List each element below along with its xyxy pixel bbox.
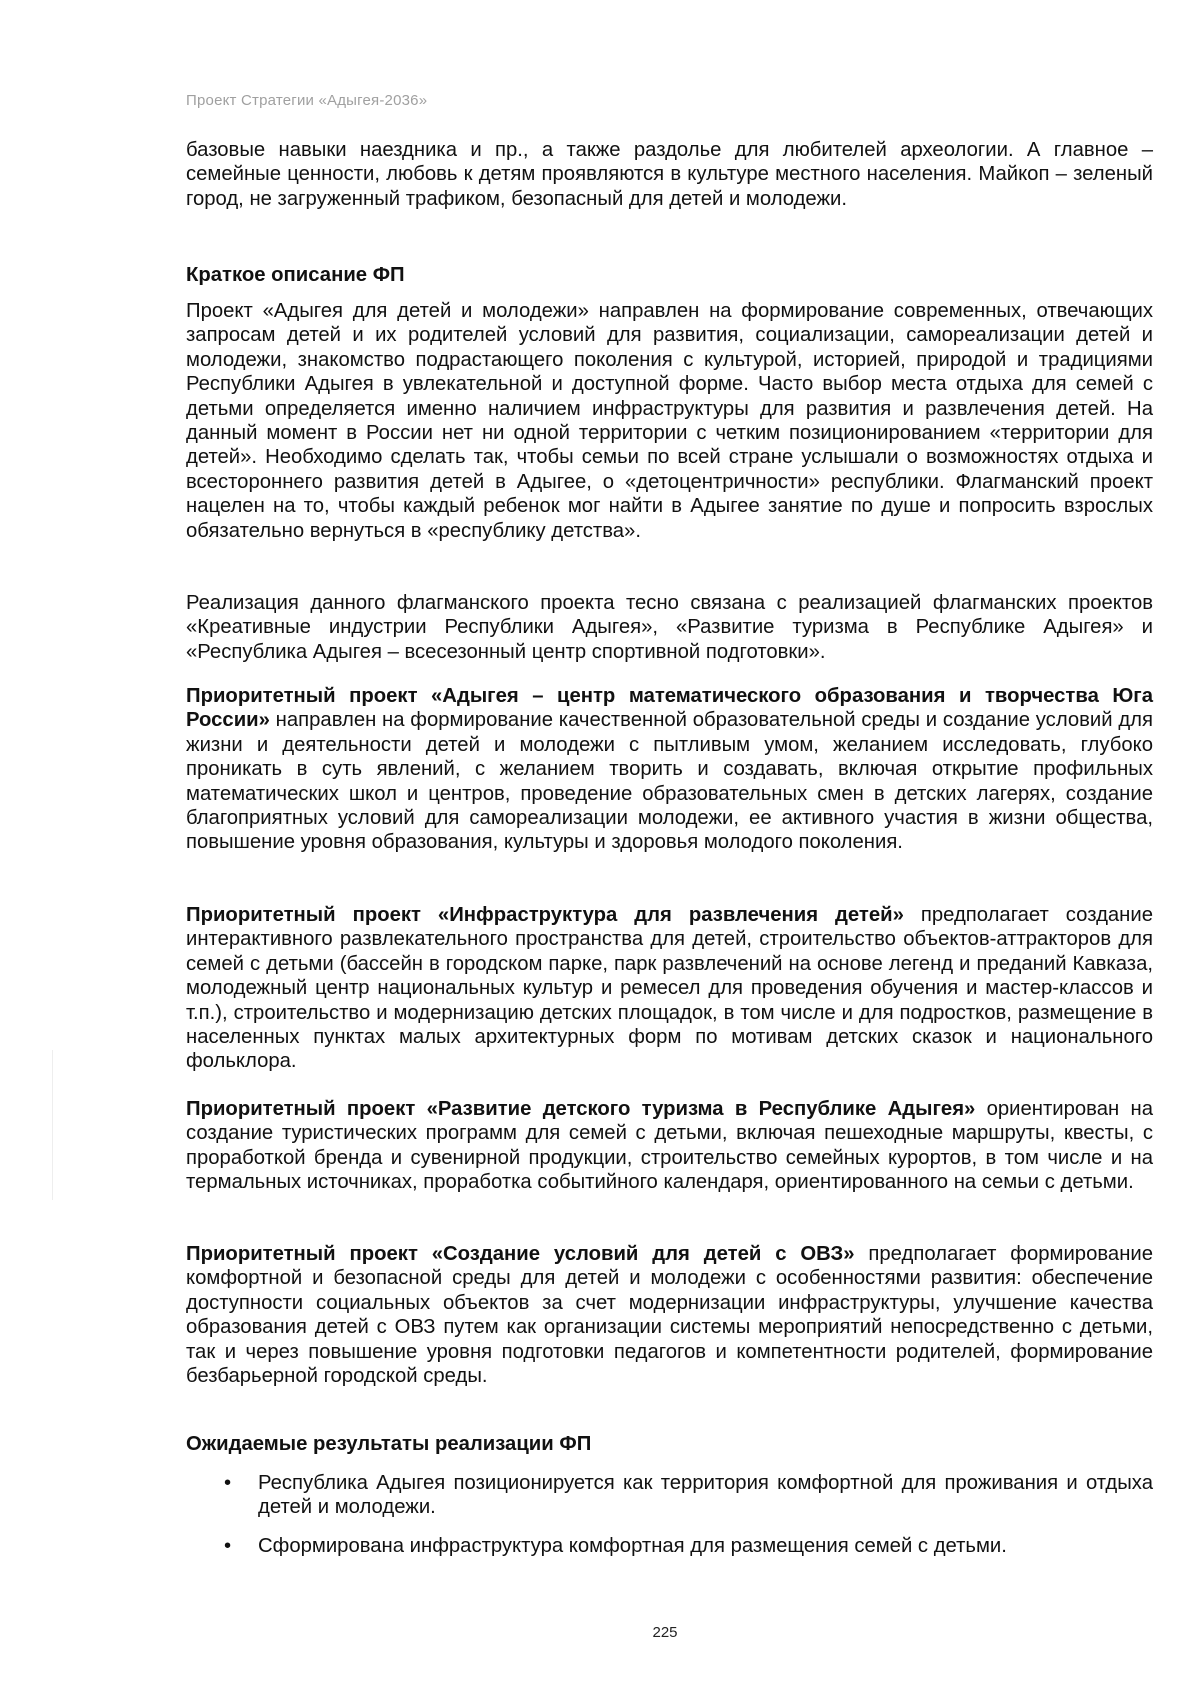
- priority-project-infrastructure-title: Приоритетный проект «Инфраструктура для развлечения детей»: [186, 904, 904, 926]
- running-header: Проект Стратегии «Адыгея-2036»: [186, 92, 428, 109]
- priority-project-tourism: [186, 1097, 1153, 1195]
- priority-project-math-text: направлен на формирование качественной образовательной среды и создание условий для жизни и деятельности детей и молодежи с пытливым умом, желанием исследовать, глубоко проникать в суть явлений, с желанием творить и создавать, включая открытие профильных математических школ и центров, проведение образовательных смен в детских лагерях, создание благоприятных условий для самореализации молодежи, ее активного участия в жизни общества, повышение уровня образования, культуры и здоровья молодого поколения.: [186, 709, 1153, 854]
- intro-paragraph: базовые навыки наездника и пр., а также раздолье для любителей археологии. А главное – семейные ценности, любовь к детям проявляются в культуре местного населения. Майкоп – зеленый город, не загруженный трафиком, безопасный для детей и молодежи.: [186, 139, 1153, 210]
- scan-margin-mark: [52, 1050, 53, 1200]
- page-number: 225: [652, 1624, 678, 1641]
- priority-project-math: [186, 684, 1153, 855]
- list-item: [186, 1534, 1153, 1558]
- priority-project-tourism-text: ориентирован на создание туристических программ для семей с детьми, включая пешеходные маршруты, квесты, с проработкой бренда и сувенирной продукции, строительство семейных курортов, в том числе и на термальных источниках, проработка событийного календаря, ориентированного на семьи с детьми.: [186, 1098, 1153, 1194]
- priority-project-infrastructure: [186, 903, 1153, 1074]
- bullet-icon: •: [224, 1534, 232, 1557]
- priority-project-math-title: Приоритетный проект «Адыгея – центр математического образования и творчества Юга России»: [186, 685, 1153, 732]
- results-list: [186, 1471, 1153, 1558]
- priority-project-tourism-title: Приоритетный проект «Развитие детского туризма в Республике Адыгея»: [186, 1098, 976, 1120]
- list-item-text: Республика Адыгея позиционируется как территория комфортной для проживания и отдыха детей и молодежи.: [258, 1472, 1153, 1519]
- priority-project-ovz: [186, 1242, 1153, 1388]
- list-item: [186, 1471, 1153, 1520]
- priority-project-infrastructure-text: предполагает создание интерактивного развлекательного пространства для детей, строительство объектов-аттракторов для семей с детьми (бассейн в городском парке, парк развлечений на основе легенд и преданий Кавказа, молодежный центр национальных культур и ремесел для проведения обучения и мастер-классов и т.п.), строительство и модернизацию детских площадок, в том числе и для подростков, размещение в населенных пунктах малых архитектурных форм по мотивам детских сказок и национального фольклора.: [186, 904, 1153, 1073]
- priority-project-ovz-text: предполагает формирование комфортной и безопасной среды для детей и молодежи с особенностями развития: обеспечение доступности социальных объектов за счет модернизации инфраструктуры, улучшение качества образования детей с ОВЗ путем как организации системы мероприятий непосредственно с детьми, так и через повышение уровня подготовки педагогов и компетентности родителей, формирование безбарьерной городской среды.: [186, 1243, 1154, 1388]
- list-item-text: Сформирована инфраструктура комфортная для размещения семей с детьми.: [258, 1534, 1007, 1557]
- section-heading-summary: Краткое описание ФП: [186, 264, 405, 286]
- section-heading-results: Ожидаемые результаты реализации ФП: [186, 1433, 592, 1455]
- related-projects-paragraph: Реализация данного флагманского проекта тесно связана с реализацией флагманских проектов «Креативные индустрии Республики Адыгея», «Развитие туризма в Республике Адыгея» и «Республика Адыгея – всесезонный центр спортивной подготовки».: [186, 592, 1153, 663]
- bullet-icon: •: [224, 1472, 232, 1494]
- summary-paragraph: Проект «Адыгея для детей и молодежи» направлен на формирование современных, отвечающих запросам детей и их родителей условий для развития, социализации, самореализации детей и молодежи, знакомство подрастающего поколения с культурой, историей, природой и традициями Республики Адыгея в увлекательной и доступной форме. Часто выбор места отдыха для семей с детьми определяется именно наличием инфраструктуры для развития и развлечения детей. На данный момент в России нет ни одной территории с четким позиционированием «территории для детей». Необходимо сделать так, чтобы семьи по всей стране услышали о возможностях отдыха и всестороннего развития детей в Адыгее, о «детоцентричности» республики. Флагманский проект нацелен на то, чтобы каждый ребенок мог найти в Адыгее занятие по душе и попросить взрослых обязательно вернуться в «республику детства».: [186, 300, 1153, 542]
- priority-project-ovz-title: Приоритетный проект «Создание условий для детей с ОВЗ»: [186, 1243, 855, 1265]
